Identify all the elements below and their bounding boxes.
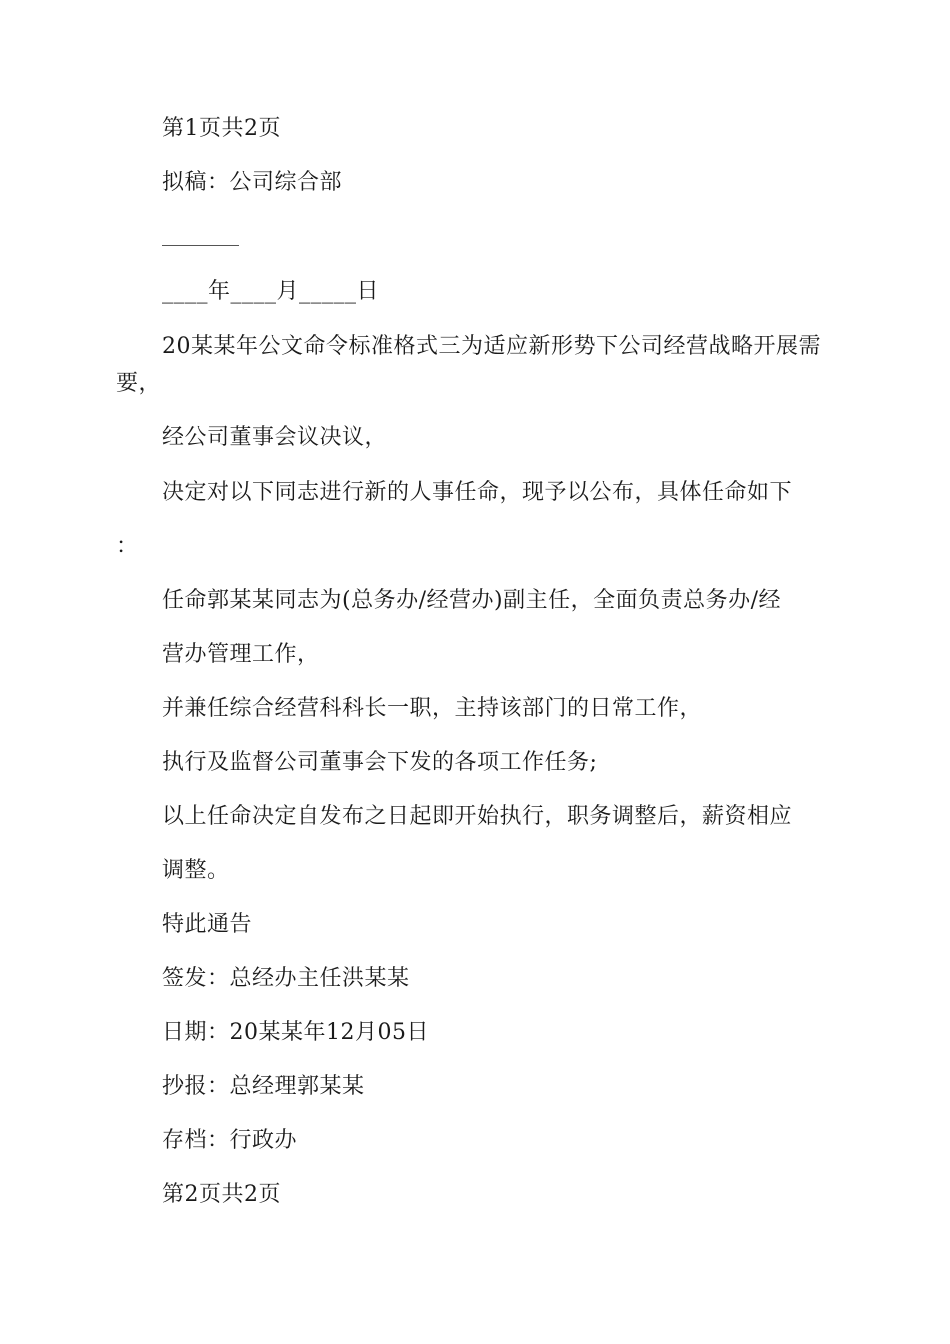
- page-header: 第1页共2页: [162, 116, 281, 141]
- archive-line: 存档：行政办: [162, 1128, 298, 1153]
- appointment-line-cont: 营办管理工作，: [162, 642, 320, 667]
- effective-line-cont: 调整。: [162, 858, 230, 883]
- execute-tasks: 执行及监督公司董事会下发的各项工作任务;: [162, 750, 598, 775]
- signed-by: 签发：总经办主任洪某某: [162, 966, 410, 991]
- appointment-line: 任命郭某某同志为(总务办/经营办)副主任，全面负责总务办/经: [162, 588, 781, 613]
- notice: 特此通告: [162, 912, 253, 937]
- effective-line: 以上任命决定自发布之日起即开始执行，职务调整后，薪资相应: [162, 804, 793, 829]
- decision-line: 决定对以下同志进行新的人事任命，现予以公布，具体任命如下: [162, 480, 793, 505]
- board-resolution: 经公司董事会议决议，: [162, 425, 388, 450]
- date-blank: ____年____月_____日: [162, 279, 380, 304]
- page-footer: 第2页共2页: [162, 1182, 281, 1207]
- decision-line-cont: ：: [116, 534, 139, 559]
- signature-rule: [162, 245, 239, 246]
- date-line: 日期：20某某年12月05日: [162, 1020, 429, 1045]
- concurrent-role: 并兼任综合经营科科长一职，主持该部门的日常工作，: [162, 696, 703, 721]
- cc-line: 抄报：总经理郭某某: [162, 1074, 365, 1099]
- draft-by: 拟稿：公司综合部: [162, 170, 343, 195]
- intro-line: 20某某年公文命令标准格式三为适应新形势下公司经营战略开展需: [162, 334, 821, 359]
- intro-line-cont: 要，: [116, 371, 162, 396]
